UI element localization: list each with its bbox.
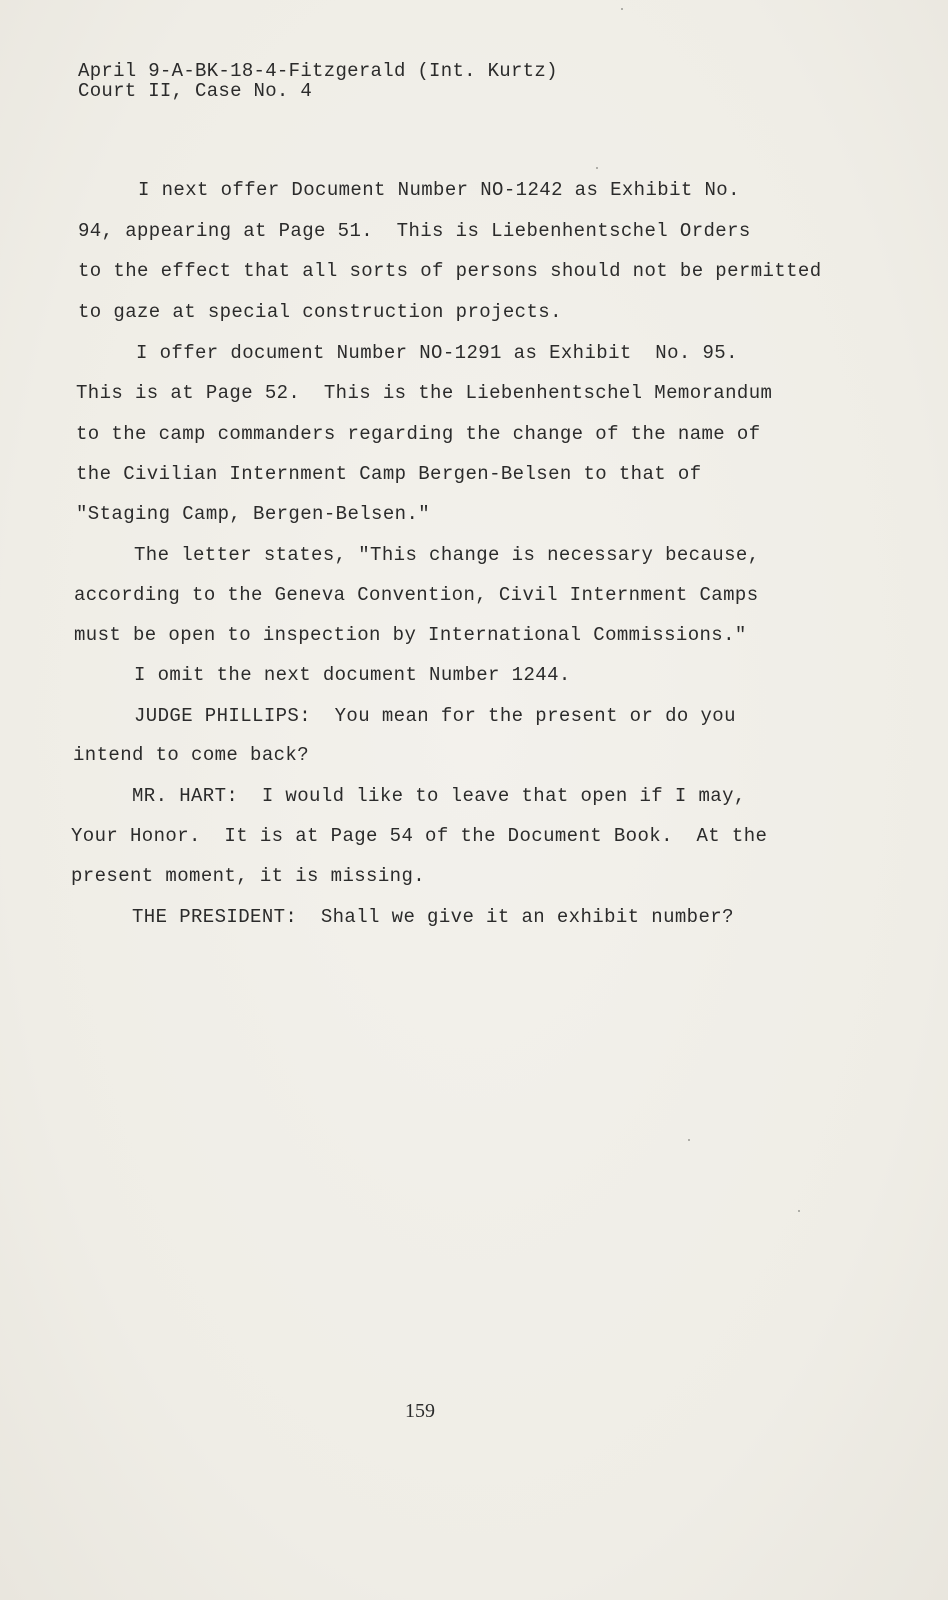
paper-speck [688,1139,690,1141]
body-line: to the camp commanders regarding the change of the name of [76,423,761,445]
body-line: Your Honor. It is at Page 54 of the Document Book. At the [71,825,768,847]
body-line: 94, appearing at Page 51. This is Liebenhentschel Orders [78,220,751,242]
body-line: MR. HART: I would like to leave that open if I may, [132,785,746,807]
body-line: according to the Geneva Convention, Civil Internment Camps [74,584,759,606]
body-line: THE PRESIDENT: Shall we give it an exhibit number? [132,906,734,928]
body-line: present moment, it is missing. [71,865,426,887]
body-line: The letter states, "This change is necessary because, [134,544,760,566]
body-line: to the effect that all sorts of persons should not be permitted [78,260,822,282]
paper-speck [798,1210,800,1212]
body-line: must be open to inspection by International Commissions." [74,624,747,646]
paper-speck [621,8,623,10]
body-line: the Civilian Internment Camp Bergen-Belsen to that of [76,463,702,485]
header-line-2: Court II, Case No. 4 [78,80,313,102]
body-line: intend to come back? [73,744,310,766]
body-line: I omit the next document Number 1244. [134,664,571,686]
paper-speck [596,167,598,169]
body-line: to gaze at special construction projects. [78,301,562,323]
body-line: I next offer Document Number NO-1242 as Exhibit No. [138,179,740,201]
body-line: JUDGE PHILLIPS: You mean for the present or do you [134,705,736,727]
page-number: 159 [405,1400,435,1422]
body-line: This is at Page 52. This is the Liebenhentschel Memorandum [76,382,773,404]
header-line-1: April 9-A-BK-18-4-Fitzgerald (Int. Kurtz) [78,60,558,82]
body-line: "Staging Camp, Bergen-Belsen." [76,503,431,525]
body-line: I offer document Number NO-1291 as Exhibit No. 95. [136,342,738,364]
